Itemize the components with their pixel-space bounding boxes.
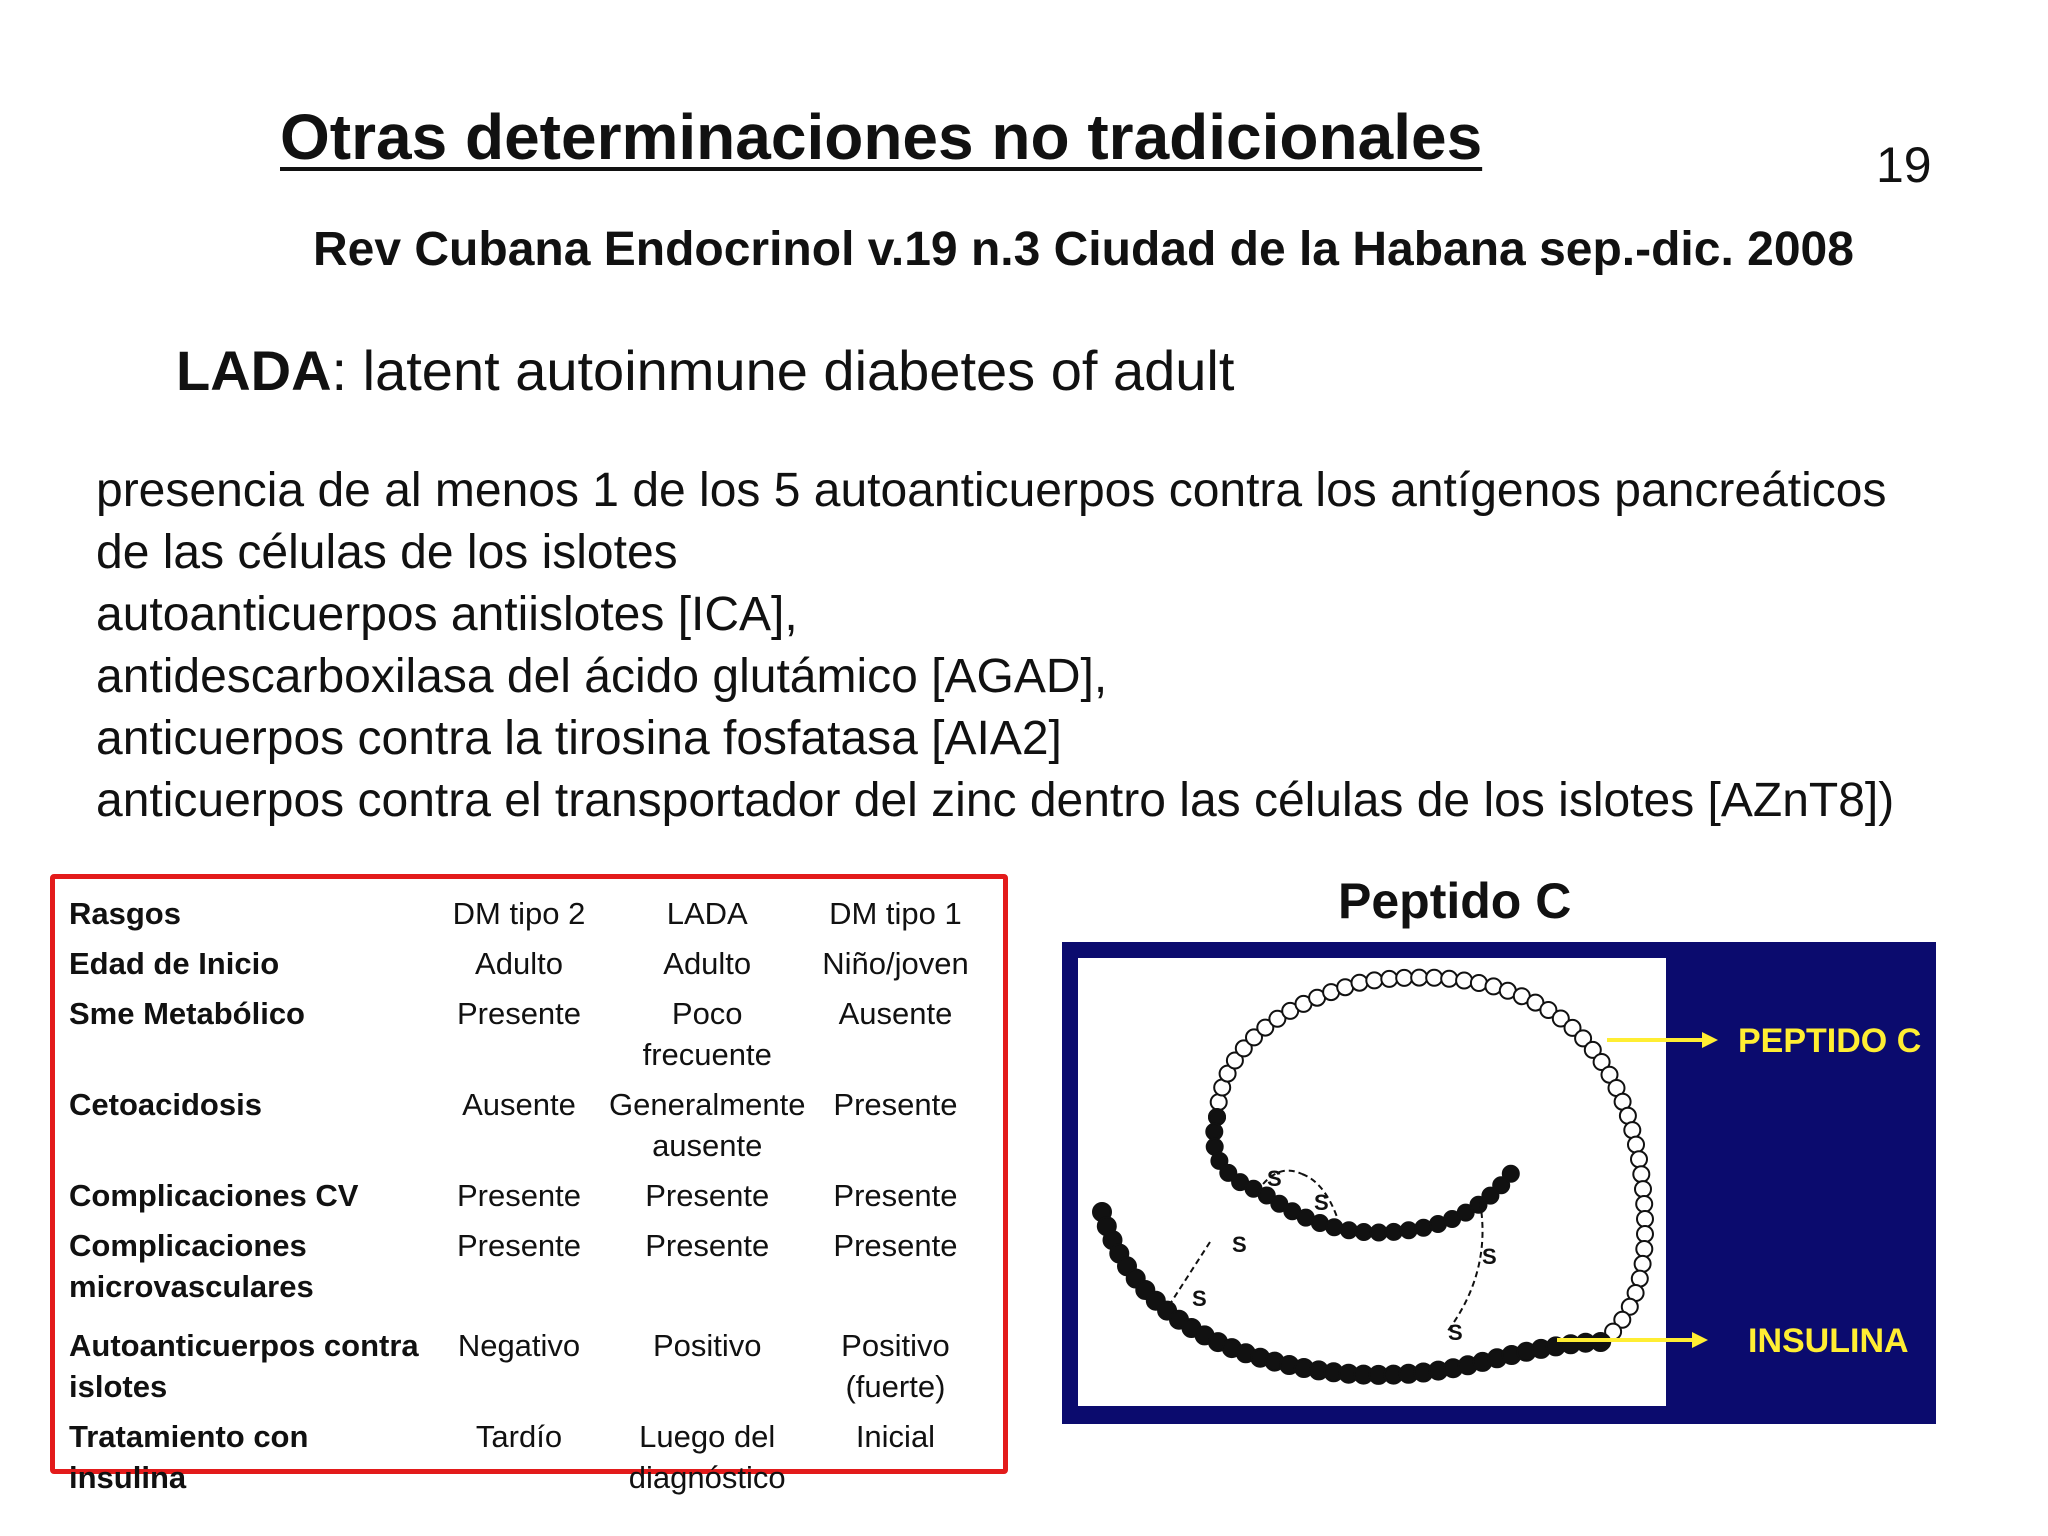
table-header-cell: LADA: [666, 896, 748, 931]
table-cell: Presente: [456, 1178, 582, 1213]
table-cell: Presente: [645, 1228, 770, 1263]
insulin-a-chain-bead: [1206, 1124, 1222, 1140]
insulin-a-chain-bead: [1386, 1224, 1402, 1240]
table-header-cell: Rasgos: [69, 896, 181, 931]
bond-letter: S: [1192, 1286, 1207, 1311]
insulin-a-chain-bead: [1356, 1224, 1372, 1240]
c-peptide-bead: [1211, 1094, 1227, 1110]
insulin-a-chain-bead: [1503, 1166, 1519, 1182]
table-cell: Positivo: [652, 1328, 762, 1363]
bond-letter: S: [1267, 1166, 1282, 1191]
table-cell: Adulto: [475, 946, 563, 981]
table-row: [69, 1225, 985, 1325]
insulin-a-chain-bead: [1209, 1109, 1225, 1125]
peptide-c-label: PEPTIDO C: [1738, 1022, 1922, 1060]
table-row: [69, 1175, 985, 1225]
slide-number: 19: [1876, 137, 1932, 193]
c-peptide-bead: [1441, 971, 1457, 987]
body-line: anticuerpos contra el transportador del zinc dentro las células de los islotes [AZnT8]): [96, 774, 1895, 827]
body-line: anticuerpos contra la tirosina fosfatasa [AIA2]: [96, 712, 1062, 765]
c-peptide-bead: [1636, 1241, 1652, 1257]
lada-definition: [176, 338, 1234, 403]
table-cell: Tardío: [475, 1419, 563, 1454]
c-peptide-bead: [1381, 971, 1397, 987]
body-line: de las células de los islotes: [96, 526, 678, 579]
table-row: [69, 943, 985, 993]
table-cell: Presente: [456, 1228, 582, 1263]
autoantibody-list: [96, 460, 1894, 832]
table-cell-feature: Complicaciones CV: [69, 1178, 359, 1213]
bond-letter: S: [1232, 1232, 1247, 1257]
table-cell: Ausente: [462, 1087, 576, 1122]
citation: Rev Cubana Endocrinol v.19 n.3 Ciudad de la Habana sep.-dic. 2008: [313, 223, 1854, 276]
c-peptide-bead: [1633, 1166, 1649, 1182]
c-peptide-bead: [1624, 1122, 1640, 1138]
body-line: presencia de al menos 1 de los 5 autoanticuerpos contra los antígenos pancreáticos: [96, 464, 1887, 517]
c-peptide-bead: [1636, 1196, 1652, 1212]
table-cell: Adulto: [663, 946, 752, 981]
c-peptide-bead: [1635, 1256, 1651, 1272]
bond-letter: S: [1448, 1320, 1463, 1345]
c-peptide-bead: [1426, 970, 1442, 986]
body-line: antidescarboxilasa del ácido glutámico [AGAD],: [96, 650, 1108, 703]
c-peptide-bead: [1471, 975, 1487, 991]
table-cell: Poco frecuente: [642, 996, 772, 1072]
table-cell-feature: Cetoacidosis: [69, 1087, 262, 1122]
insulin-label: INSULINA: [1748, 1322, 1909, 1360]
c-peptide-bead: [1396, 970, 1412, 986]
table-cell: Generalmente ausente: [609, 1087, 806, 1163]
c-peptide-bead: [1631, 1151, 1647, 1167]
table-cell-feature: Edad de Inicio: [69, 946, 280, 981]
lada-term: LADA: [176, 339, 332, 402]
bond-letter: S: [1314, 1190, 1329, 1215]
table-cell-feature: Complicaciones microvasculares: [69, 1228, 314, 1304]
insulin-a-chain-bead: [1401, 1222, 1417, 1238]
table-cell: Niño/joven: [822, 946, 969, 981]
slide-title: Otras determinaciones no tradicionales: [280, 101, 1483, 173]
insulin-a-chain-bead: [1341, 1222, 1357, 1238]
table-cell: Negativo: [457, 1328, 581, 1363]
figure-title: Peptido C: [1338, 873, 1572, 929]
comparison-table-box: [50, 874, 1008, 1495]
table-cell: Luego del diagnóstico: [628, 1419, 786, 1495]
table-cell: Presente: [833, 1087, 958, 1122]
lada-definition-text: : latent autoinmune diabetes of adult: [331, 339, 1235, 402]
table-header-cell: DM tipo 2: [452, 896, 586, 931]
table-cell: Presente: [833, 1178, 958, 1213]
c-peptide-bead: [1411, 970, 1427, 986]
table-row: [69, 1325, 985, 1416]
table-cell: Presente: [456, 996, 582, 1031]
table-cell-feature: Tratamiento con insulina: [69, 1419, 309, 1495]
table-header-row: [69, 893, 985, 943]
table-cell: Presente: [645, 1178, 770, 1213]
table-row: [69, 1084, 985, 1175]
insulin-a-chain-bead: [1371, 1225, 1387, 1241]
table-cell-feature: Sme Metabólico: [69, 996, 305, 1031]
c-peptide-bead: [1637, 1211, 1653, 1227]
bond-letter: S: [1482, 1244, 1497, 1269]
table-cell-feature: Autoanticuerpos contra islotes: [69, 1328, 419, 1404]
table-row: [69, 1416, 985, 1498]
insulin-a-chain-bead: [1416, 1220, 1432, 1236]
c-peptide-bead: [1366, 972, 1382, 988]
peptide-c-diagram: [1062, 942, 1936, 1424]
table-header-cell: DM tipo 1: [829, 896, 962, 931]
c-peptide-bead: [1635, 1181, 1651, 1197]
table-cell: Positivo (fuerte): [841, 1328, 950, 1404]
comparison-table: [69, 893, 985, 1498]
c-peptide-bead: [1456, 973, 1472, 989]
table-row: [69, 993, 985, 1084]
c-peptide-bead: [1637, 1226, 1653, 1242]
table-cell: Inicial: [855, 1419, 936, 1454]
body-line: autoanticuerpos antiislotes [ICA],: [96, 588, 798, 641]
insulin-a-chain-bead: [1326, 1219, 1342, 1235]
table-cell: Ausente: [838, 996, 953, 1031]
table-cell: Presente: [833, 1228, 958, 1263]
c-peptide-bead: [1352, 975, 1368, 991]
c-peptide-bead: [1628, 1137, 1644, 1153]
